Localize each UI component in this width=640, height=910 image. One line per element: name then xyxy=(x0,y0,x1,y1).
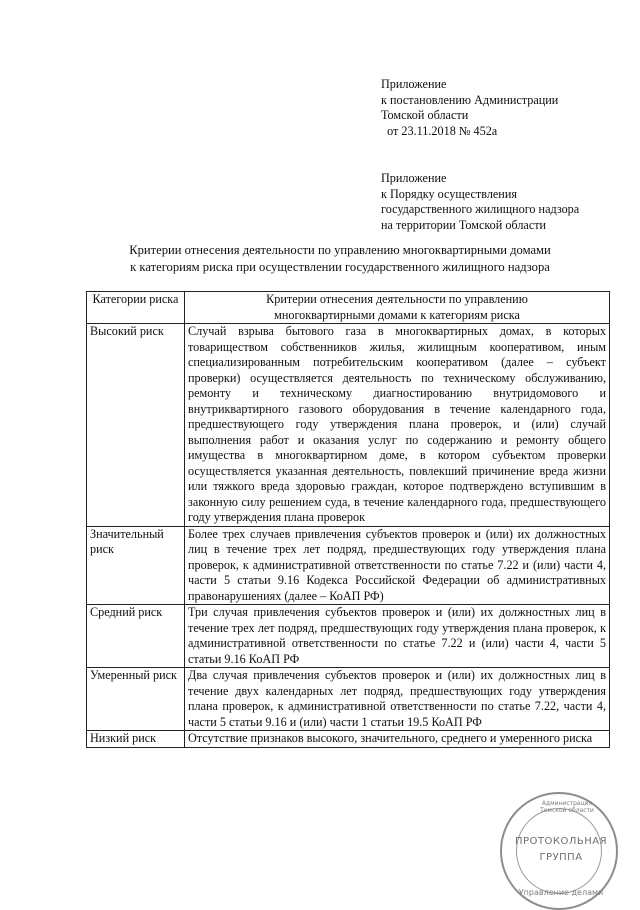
risk-category-cell: Низкий риск xyxy=(87,731,185,748)
table-row xyxy=(87,668,610,731)
risk-criteria-table xyxy=(86,291,610,748)
appendix-line: от 23.11.2018 № 452а xyxy=(381,123,498,138)
risk-criteria-cell: Три случая привлечения субъектов проверок и (или) их должностных лиц в течение трех лет подряд, предшествующих году утверждения плана проверок, к административной ответственности по статье 7.22 и (или) части 4, части 5 статьи 9.16 КоАП РФ xyxy=(185,605,610,668)
risk-criteria-cell: Два случая привлечения субъектов проверок и (или) их должностных лиц в течение двух календарных лет подряд, предшествующих году утверждения плана проверок, к административной ответственности по статье 7.22, части 4, части 5 статьи 9.16 и (или) части 1 статьи 19.5 КоАП РФ xyxy=(185,668,610,731)
risk-criteria-cell: Отсутствие признаков высокого, значительного, среднего и умеренного риска xyxy=(185,731,610,748)
appendix-line: Томской области xyxy=(381,108,469,122)
protocol-group-stamp xyxy=(500,792,618,910)
appendix-line: к постановлению Администрации xyxy=(381,92,559,107)
document-title xyxy=(40,242,640,276)
appendix-line: Приложение xyxy=(381,77,447,91)
table-row xyxy=(87,605,610,668)
stamp-center-line: ПРОТОКОЛЬНАЯ xyxy=(514,836,608,847)
risk-category-cell: Высокий риск xyxy=(87,324,185,527)
table-row xyxy=(87,324,610,527)
table-row xyxy=(87,731,610,748)
appendix-procedure-reference xyxy=(381,171,579,233)
appendix-line: к Порядку осуществления xyxy=(381,186,517,201)
risk-category-cell: Значительный риск xyxy=(87,526,185,605)
risk-category-cell: Средний риск xyxy=(87,605,185,668)
risk-category-cell: Умеренный риск xyxy=(87,668,185,731)
table-header-row xyxy=(87,292,610,324)
document-title-line: Критерии отнесения деятельности по управлению многоквартирными домами xyxy=(129,243,551,257)
risk-criteria-cell: Более трех случаев привлечения субъектов проверок и (или) их должностных лиц в течение трех лет подряд, предшествующих году утверждения плана проверок, к административной ответственности по статье 7.22 и (или) части 4, части 5 статьи 9.16 Кодекса Российской Федерации об административных правонарушениях (далее – КоАП РФ) xyxy=(185,526,610,605)
appendix-line: государственного жилищного надзора xyxy=(381,202,580,216)
appendix-line: на территории Томской области xyxy=(381,217,547,232)
table-row xyxy=(87,526,610,605)
appendix-resolution-reference xyxy=(381,77,558,139)
document-title-line: к категориям риска при осуществлении государственного жилищного надзора xyxy=(130,260,550,274)
appendix-line: Приложение xyxy=(381,171,447,185)
risk-criteria-cell: Случай взрыва бытового газа в многоквартирных домах, в которых товариществом собственников жилья, жилищным кооперативом, иным специализированным потребительским кооперативом (далее – субъект проверки) осуществляется деятельность по техническому обслуживанию, ремонту и техническому диагностированию внутридомового и внутриквартирного газового оборудования в течение календарного года, предшествующего году утверждения плана проверок, и (или) случай выполнения работ и оказания услуг по содержанию и ремонту общего имущества в многоквартирном доме, в котором субъектом проверки осуществляется указанная деятельность, повлекший причинение вреда жизни или тяжкого вреда здоровью граждан, которое подтверждено вступившим в законную силу решением суда, в течение календарного года, предшествующего году утверждения плана проверок xyxy=(185,324,610,527)
stamp-center-line: ГРУППА xyxy=(539,852,583,863)
header-category: Категории риска xyxy=(87,292,185,324)
stamp-top-text: Администрация Томской области xyxy=(540,800,594,814)
stamp-bottom-text: Управление делами xyxy=(518,888,604,897)
header-criteria: Критерии отнесения деятельности по управлению многоквартирными домами к категориям риска xyxy=(185,292,610,324)
stamp-inner-ring xyxy=(516,808,602,894)
